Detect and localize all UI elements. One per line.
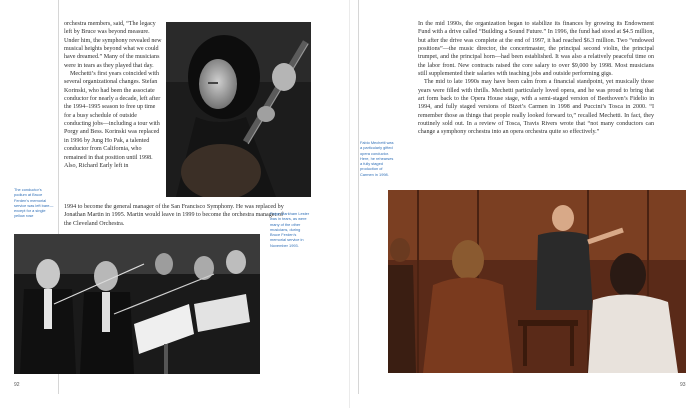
- left-wide-text: [64, 203, 286, 228]
- page-number-right: 93: [680, 382, 686, 388]
- cellist-photo: [166, 22, 311, 197]
- left-paragraph-1: orchestra members, said, “The legacy left by Bruce was beyond measure. Under him, the symphony revealed new musical heights beyond what we could have dreamed.” Many of the musicians were in tears as they played that day.: [64, 21, 162, 69]
- orchestra-photo: [14, 234, 260, 374]
- left-photo-caption: The conductor’s podium at Bruce Ferden’s memorial service was left bare—except for a single yellow rose: [14, 187, 54, 219]
- left-paragraph-2: Mechetti’s first years coincided with several organizational changes. Stefan Korinski, who had been the associate conductor for nearly a decade, left after the 1994–1995 season to free up time for a busy schedule of outside conducting jobs—including a tour with Porgy and Bess. Korinski was replaced in 1996 by Jung Ho Pak, a talented conductor from California, who remained in that position until 1998. Also, Richard Early left in: [64, 71, 161, 169]
- rehearsal-photo-caption: Fabio Mechetti was a particularly gifted opera conductor. Here, he rehearses a fully staged production of Carmen in 1998.: [360, 140, 394, 177]
- right-page: [350, 0, 700, 408]
- page-number-left: 92: [14, 382, 20, 388]
- right-margin-rule: [358, 0, 359, 394]
- rehearsal-photo: [388, 190, 686, 373]
- right-paragraph-1: In the mid 1990s, the organization began to stabilize its finances by growing its Endowment Fund with a drive called “Building a Sound Future.” In 1996, the fund had stood at $4.5 million, but after the drive was complete at the end of 1997, it had reached $6.3 million. Two “endowed positions”—the music director, the concertmaster, the principal second violin, the principal trumpet, and the principal horn—had been established. It was also a relatively peaceful time on the labor front. New contracts raised the core salary to over $9,000 by 1998. Most musicians still supplemented their salaries with teaching jobs and outside performing gigs.: [418, 21, 654, 78]
- right-photo-caption: Paige Markham Lester was in tears, as were many of the other musicians, during Bruce Ferden’s memorial service in November 1993.: [270, 211, 310, 248]
- left-paragraph-3: 1994 to become the general manager of the San Francisco Symphony. He was replaced by Jonathan Martin in 1995. Martin would leave in 1999 to become the orchestra manager of the Cleveland Orchestra.: [64, 204, 284, 227]
- right-text-block: [418, 20, 654, 137]
- left-column-text: [64, 20, 162, 170]
- right-paragraph-2: The mid to late 1990s may have been calm from a financial standpoint, yet musically those years were filled with thrills. Mechetti particularly loved opera, and he was proud to bring that art form back to the Opera House stage, with a semi-staged version of Beethoven’s Fidelio in 1994, and fully staged versions of Bizet’s Carmen in 1998 and Puccini’s Tosca in 2000. “I remember those as things that people really looked forward to,” recalled Mechetti. In fact, they routinely sold out. In a review of Tosca, Travis Rivers wrote that “not many conductors can change a symphony orchestra into an opera orchestra quite so effectively.”: [418, 79, 654, 136]
